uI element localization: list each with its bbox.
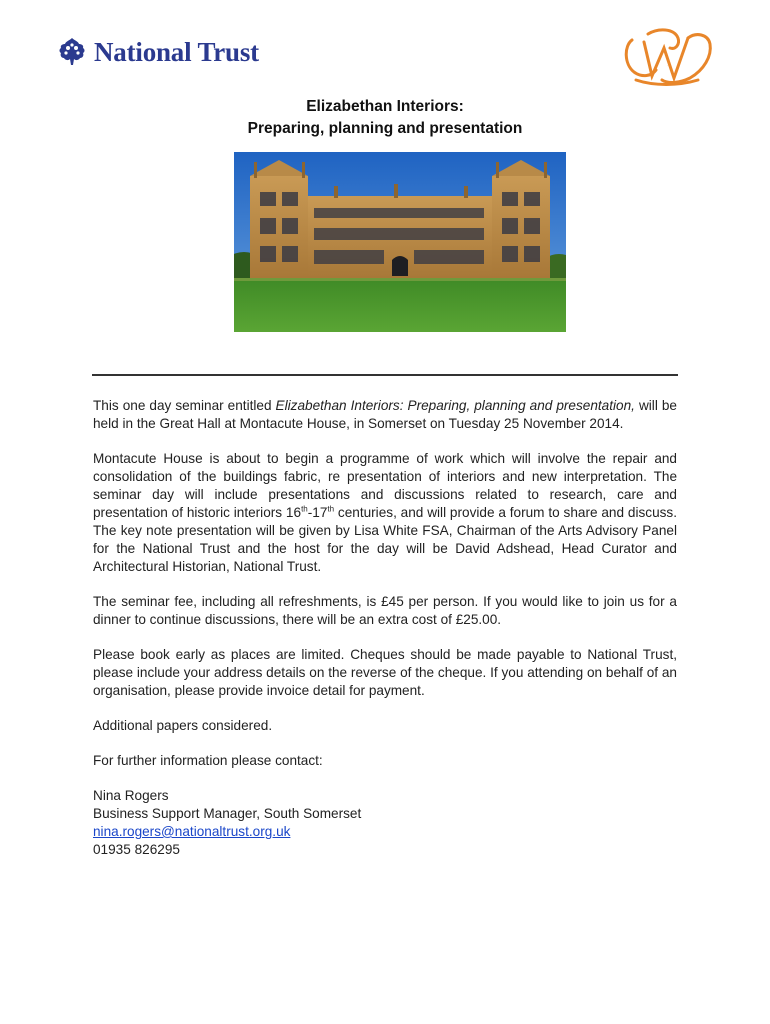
monogram-letter: W [667,66,668,67]
contact-role: Business Support Manager, South Somerset [93,806,362,821]
logo-wordmark: National Trust [94,36,259,67]
contact-name: Nina Rogers [93,788,169,803]
oak-leaf-icon [56,36,88,68]
contact-phone: 01935 826295 [93,842,180,857]
monogram-logo [618,20,716,90]
title-line-1: Elizabethan Interiors: [306,98,464,115]
paragraph-booking: Please book early as places are limited. Cheques should be made payable to National Trust, please include your address details on the reverse of the cheque. If you attending on behalf of an organisation, please provide invoice detail for payment. [93,647,677,698]
paragraph-additional-papers: Additional papers considered. [93,718,273,733]
body-text [93,397,677,859]
document-title [0,96,770,140]
contact-email-link[interactable]: nina.rogers@nationaltrust.org.uk [93,824,291,839]
paragraph-contact-intro: For further information please contact: [93,753,323,768]
montacute-house-photo [234,152,566,332]
paragraph-intro: This one day seminar entitled Elizabethan Interiors: Preparing, planning and presentation, will be held in the Great Hall at Montacute House, in Somerset on Tuesday 25 November 2014. [93,398,677,431]
title-line-2: Preparing, planning and presentation [247,120,523,137]
contact-block [93,787,677,859]
national-trust-logo [56,36,259,68]
paragraph-fee: The seminar fee, including all refreshments, is £45 per person. If you would like to join us for a dinner to continue discussions, there will be an extra cost of £25.00. [93,594,677,627]
seminar-title-italic: Elizabethan Interiors: Preparing, planning and presentation, [275,398,635,413]
paragraph-programme: Montacute House is about to begin a programme of work which will involve the repair and consolidation of the buildings fabric, re presentation of interiors and new interpretation. The seminar day will include presentations and discussions related to research, care and presentation of historic interiors 16th-17th centuries, and will provide a forum to share and discuss. The key note presentation will be given by Lisa White FSA, Chairman of the Arts Advisory Panel for the National Trust and the host for the day will be David Adshead, Head Curator and Architectural Historian, National Trust. [93,451,678,574]
divider-rule [92,374,678,376]
